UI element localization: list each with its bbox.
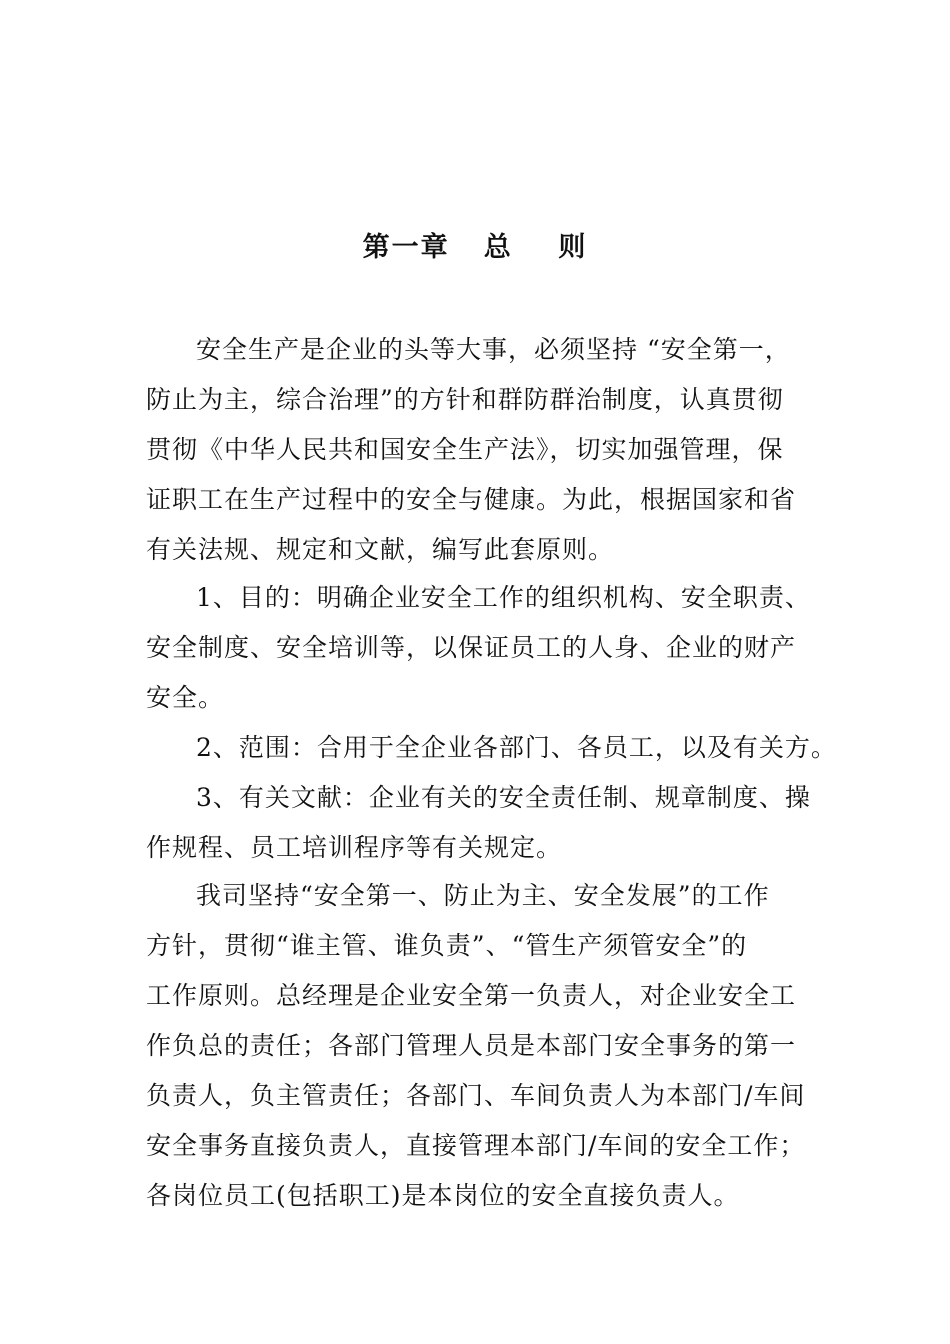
paragraph-line: 各岗位员工(包括职工)是本岗位的安全直接负责人。 (146, 1181, 740, 1210)
paragraph-line: 安全制度、安全培训等，以保证员工的人身、企业的财产 (146, 633, 797, 662)
paragraph-line: 方针，贯彻“谁主管、谁负责”、“管生产须管安全”的 (146, 931, 748, 960)
paragraph-line: 3、有关文献：企业有关的安全责任制、规章制度、操 (196, 783, 811, 812)
paragraph-line: 作规程、员工培训程序等有关规定。 (146, 833, 563, 862)
paragraph-line: 证职工在生产过程中的安全与健康。为此，根据国家和省 (146, 485, 797, 514)
paragraph-line: 1、目的：明确企业安全工作的组织机构、安全职责、 (196, 583, 811, 612)
paragraph-line: 工作原则。总经理是企业安全第一负责人，对企业安全工 (146, 981, 797, 1010)
paragraph-line: 2、范围：合用于全企业各部门、各员工，以及有关方。 (196, 733, 837, 762)
paragraph-line: 安全。 (146, 683, 225, 712)
paragraph-line: 负责人，负主管责任；各部门、车间负责人为本部门/车间 (146, 1081, 806, 1110)
paragraph-line: 作负总的责任；各部门管理人员是本部门安全事务的第一 (146, 1031, 797, 1060)
paragraph-line: 贯彻《中华人民共和国安全生产法》，切实加强管理，保 (146, 435, 784, 464)
paragraph-line: 安全生产是企业的头等大事，必须坚持 “安全第一， (196, 335, 791, 364)
paragraph-line: 我司坚持“安全第一、防止为主、安全发展”的工作 (196, 881, 770, 910)
paragraph-line: 防止为主，综合治理”的方针和群防群治制度，认真贯彻 (146, 385, 784, 414)
chapter-title: 第一章 总 则 (362, 232, 588, 263)
paragraph-line: 安全事务直接负责人，直接管理本部门/车间的安全工作； (146, 1131, 806, 1160)
paragraph-line: 有关法规、规定和文献，编写此套原则。 (146, 535, 615, 564)
